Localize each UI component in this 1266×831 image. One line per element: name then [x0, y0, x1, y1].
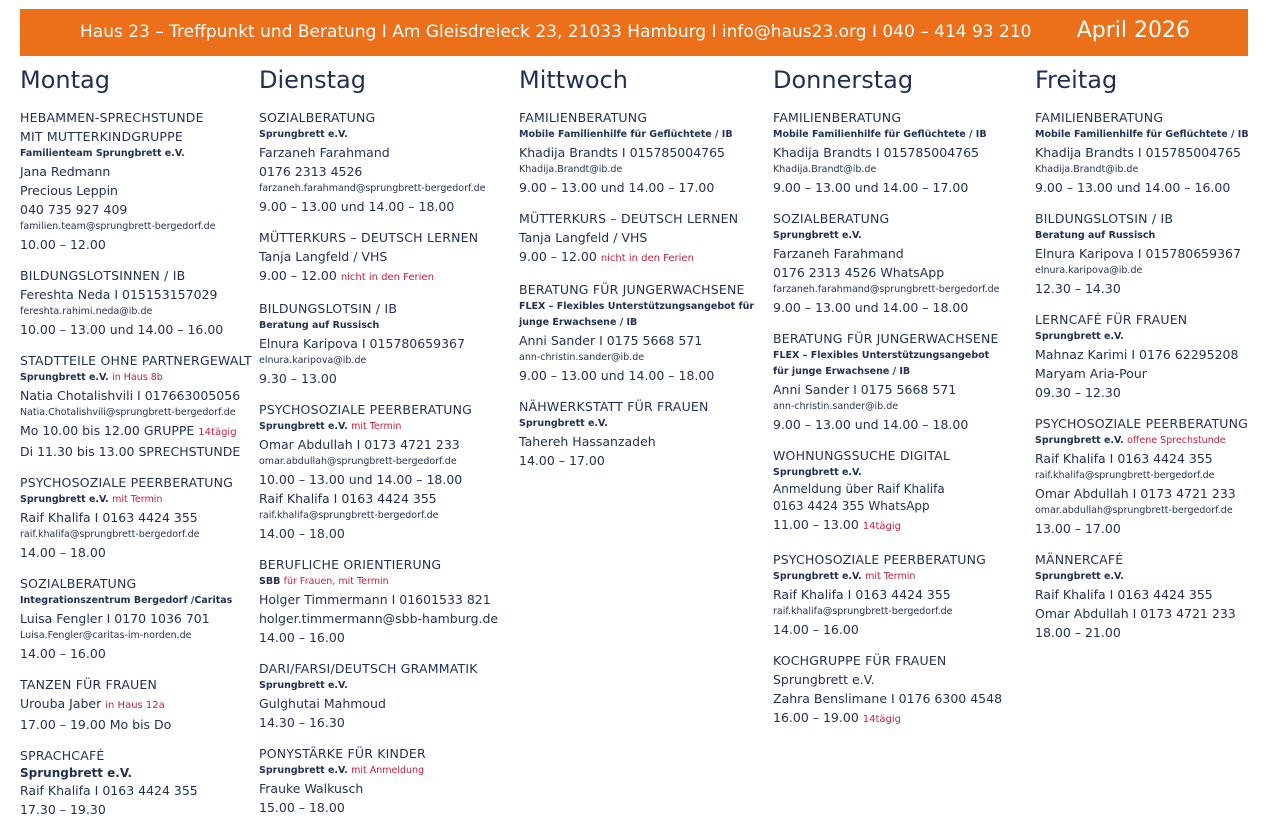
event-title: LERNCAFÉ FÜR FRAUEN — [1035, 312, 1188, 327]
contact-person: Fereshta Neda I 015153157029 — [20, 287, 218, 302]
event-entry — [259, 744, 509, 817]
contact-email[interactable]: ann-christin.sander@ib.de — [773, 401, 899, 412]
event-time: 14.00 – 18.00 — [20, 545, 106, 560]
event-time: 09.30 – 12.30 — [1035, 385, 1121, 400]
time-note: 14tägig — [198, 427, 237, 438]
event-organizer: Mobile Familienhilfe für Geflüchtete / IB — [1035, 129, 1249, 140]
event-title: SOZIALBERATUNG — [773, 211, 890, 226]
event-organizer: Sprungbrett e.V. — [259, 680, 348, 691]
contact-person: Raif Khalifa I 0163 4424 355 — [20, 783, 198, 798]
event-time: 14.00 – 16.00 — [20, 646, 106, 661]
contact-email[interactable]: fereshta.rahimi.neda@ib.de — [20, 306, 153, 317]
contact-person: Khadija Brandts I 015785004765 — [519, 145, 726, 160]
contact-person: Tanja Langfeld / VHS — [519, 230, 648, 245]
organizer-name: SBB — [259, 576, 281, 587]
contact-email[interactable]: holger.timmermann@sbb-hamburg.de — [259, 611, 499, 626]
contact-phone: 0176 2313 4526 — [259, 164, 363, 179]
contact-email[interactable]: farzaneh.farahmand@sprungbrett-bergedorf.de — [259, 183, 486, 194]
event-organizer: FLEX – Flexibles Unterstützungsangebot — [773, 350, 990, 361]
time-text: 9.00 – 12.00 — [519, 249, 597, 264]
event-title: MÜTTERKURS – DEUTSCH LERNEN — [519, 211, 739, 226]
contact-person: Luisa Fengler I 0170 1036 701 — [20, 611, 210, 626]
event-title: SOZIALBERATUNG — [259, 110, 376, 125]
event-title: KOCHGRUPPE FÜR FRAUEN — [773, 653, 947, 668]
event-time: 14.00 – 16.00 — [259, 630, 345, 645]
contact-person: Mahnaz Karimi I 0176 62295208 — [1035, 347, 1239, 362]
event-entry — [259, 555, 509, 647]
organizer-name: Sprungbrett e.V. — [259, 421, 348, 432]
event-organizer: junge Erwachsene / IB — [519, 317, 638, 328]
time-note: 14tägig — [862, 521, 902, 532]
event-title: MÜTTERKURS – DEUTSCH LERNEN — [259, 230, 479, 245]
contact-person: Omar Abdullah I 0173 4721 233 — [259, 437, 460, 452]
event-entry — [519, 397, 764, 470]
event-entry — [20, 675, 252, 734]
organizer-name: Sprungbrett e.V. — [20, 494, 109, 505]
event-organizer — [773, 569, 1028, 585]
column-wednesday — [519, 66, 764, 482]
event-time: 9.00 – 13.00 und 14.00 – 18.00 — [519, 368, 715, 383]
contact-email[interactable]: farzaneh.farahmand@sprungbrett-bergedorf.de — [773, 284, 1000, 295]
event-entry — [1035, 108, 1260, 197]
event-time: 9.00 – 13.00 und 14.00 – 18.00 — [259, 199, 455, 214]
contact-person: Anni Sander I 0175 5668 571 — [773, 382, 957, 397]
event-entry — [259, 659, 509, 732]
event-title: PSYCHOSOZIALE PEERBERATUNG — [259, 402, 473, 417]
event-time: 17.30 – 19.30 — [20, 802, 106, 817]
event-time — [20, 421, 252, 442]
column-monday — [20, 66, 252, 831]
organizer-name: Sprungbrett e.V. — [20, 372, 109, 383]
event-entry — [773, 209, 1028, 317]
time-note: nicht in den Ferien — [600, 253, 694, 264]
event-entry — [20, 574, 252, 663]
event-title: BILDUNGSLOTSIN / IB — [1035, 211, 1174, 226]
contact-person: Farzaneh Farahmand — [773, 246, 904, 261]
event-time: Di 11.30 bis 13.00 SPRECHSTUNDE — [20, 444, 241, 459]
contact-phone: 0176 2313 4526 WhatsApp — [773, 265, 945, 280]
event-time: 17.00 – 19.00 Mo bis Do — [20, 717, 172, 732]
event-entry — [773, 550, 1028, 639]
organizer-note: mit Termin — [865, 571, 916, 582]
contact-email[interactable]: Natia.Chotalishvili@sprungbrett-bergedorf.de — [20, 407, 236, 418]
event-organizer: Sprungbrett e.V. — [519, 418, 608, 429]
contact-person: Raif Khalifa I 0163 4424 355 — [1035, 451, 1213, 466]
contact-email[interactable]: ann-christin.sander@ib.de — [519, 352, 645, 363]
event-organizer: Sprungbrett e.V. — [259, 129, 348, 140]
event-title: STADTTEILE OHNE PARTNERGEWALT — [20, 353, 252, 368]
event-time: 14.00 – 17.00 — [519, 453, 605, 468]
event-organizer: Familienteam Sprungbrett e.V. — [20, 148, 185, 159]
contact-email[interactable]: omar.abdullah@sprungbrett-bergedorf.de — [259, 456, 457, 467]
event-time: 9.00 – 13.00 und 14.00 – 17.00 — [519, 180, 715, 195]
contact-person: Frauke Walkusch — [259, 781, 364, 796]
event-entry — [773, 108, 1028, 197]
event-time — [773, 708, 1028, 729]
contact-person: Raif Khalifa I 0163 4424 355 — [259, 491, 437, 506]
contact-email[interactable]: Khadija.Brandt@ib.de — [1035, 164, 1139, 175]
header-bar — [20, 9, 1248, 56]
event-organizer: Sprungbrett e.V. — [773, 230, 862, 241]
event-entry — [20, 746, 252, 819]
event-entry — [20, 266, 252, 339]
event-organizer — [1035, 433, 1260, 449]
event-entry — [1035, 310, 1260, 402]
event-entry — [20, 473, 252, 562]
event-organizer — [20, 370, 252, 386]
contact-email[interactable]: raif.khalifa@sprungbrett-bergedorf.de — [259, 510, 439, 521]
event-time: 14.00 – 18.00 — [259, 526, 345, 541]
event-organizer — [20, 492, 252, 508]
event-title: FAMILIENBERATUNG — [1035, 110, 1164, 125]
contact-person: Tahereh Hassanzadeh — [519, 434, 656, 449]
header-month: April 2026 — [1076, 18, 1190, 43]
time-text: Mo 10.00 bis 12.00 GRUPPE — [20, 423, 195, 438]
day-heading: Montag — [20, 66, 110, 94]
event-title: SOZIALBERATUNG — [20, 576, 137, 591]
time-text: 11.00 – 13.00 — [773, 517, 859, 532]
event-entry — [773, 329, 1028, 434]
event-organizer: Sprungbrett e.V. — [20, 766, 133, 780]
event-entry — [259, 400, 509, 543]
event-time: 12.30 – 14.30 — [1035, 281, 1121, 296]
event-title: SPRACHCAFÉ — [20, 748, 105, 763]
contact-person: Natia Chotalishvili I 017663005056 — [20, 388, 241, 403]
event-entry — [259, 228, 509, 287]
event-organizer: für junge Erwachsene / IB — [773, 366, 911, 377]
event-organizer: Integrationszentrum Bergedorf /Caritas — [20, 595, 233, 606]
organizer-note: mit Termin — [112, 494, 163, 505]
contact-email[interactable]: familien.team@sprungbrett-bergedorf.de — [20, 221, 216, 232]
contact-person: Zahra Benslimane I 0176 6300 4548 — [773, 691, 1003, 706]
event-time: 9.00 – 13.00 und 14.00 – 18.00 — [773, 417, 969, 432]
event-entry — [259, 299, 509, 388]
event-entry — [1035, 550, 1260, 642]
event-title: BERUFLICHE ORIENTIERUNG — [259, 557, 442, 572]
day-heading: Mittwoch — [519, 66, 628, 94]
event-entry — [259, 108, 509, 216]
contact-email[interactable]: raif.khalifa@sprungbrett-bergedorf.de — [1035, 470, 1215, 481]
organizer-name: Sprungbrett e.V. — [773, 571, 862, 582]
event-title: MÄNNERCAFÉ — [1035, 552, 1124, 567]
event-time: 14.30 – 16.30 — [259, 715, 345, 730]
event-title: PONYSTÄRKE FÜR KINDER — [259, 746, 426, 761]
contact-phone: 0163 4424 355 WhatsApp — [773, 499, 930, 513]
contact-person: Farzaneh Farahmand — [259, 145, 390, 160]
organizer-note: mit Termin — [351, 421, 402, 432]
time-note: nicht in den Ferien — [340, 272, 434, 283]
organizer-name: Sprungbrett e.V. — [1035, 435, 1124, 446]
contact-person: Jana Redmann — [20, 164, 111, 179]
organizer-note: in Haus 8b — [112, 372, 163, 383]
contact-email[interactable]: omar.abdullah@sprungbrett-bergedorf.de — [1035, 505, 1233, 516]
contact-person: Elnura Karipova I 015780659367 — [259, 336, 465, 351]
header-address: Haus 23 – Treffpunkt und Beratung I Am Gleisdreieck 23, 21033 Hamburg I info@haus23.org I 040 – 414 93 210 — [80, 22, 1032, 42]
event-time — [259, 266, 509, 287]
column-friday — [1035, 66, 1260, 654]
event-organizer — [259, 419, 509, 435]
contact-email[interactable]: Luisa.Fengler@caritas-im-norden.de — [20, 630, 192, 641]
event-title: TANZEN FÜR FRAUEN — [20, 677, 158, 692]
event-organizer: Sprungbrett e.V. — [1035, 331, 1124, 342]
column-thursday — [773, 66, 1028, 741]
event-organizer: FLEX – Flexibles Unterstützungsangebot für — [519, 301, 755, 312]
event-time: 18.00 – 21.00 — [1035, 625, 1121, 640]
event-entry — [773, 651, 1028, 729]
contact-email[interactable]: raif.khalifa@sprungbrett-bergedorf.de — [20, 529, 200, 540]
contact-person: Omar Abdullah I 0173 4721 233 — [1035, 606, 1236, 621]
event-organizer — [259, 763, 509, 779]
event-time: 9.00 – 13.00 und 14.00 – 17.00 — [773, 180, 969, 195]
event-time: 15.00 – 18.00 — [259, 800, 345, 815]
contact-person: Raif Khalifa I 0163 4424 355 — [20, 510, 198, 525]
event-title: BERATUNG FÜR JUNGERWACHSENE — [519, 282, 745, 297]
event-time: 10.00 – 13.00 und 14.00 – 18.00 — [259, 472, 463, 487]
event-time: 9.00 – 13.00 und 14.00 – 16.00 — [1035, 180, 1231, 195]
contact-person: Anni Sander I 0175 5668 571 — [519, 333, 703, 348]
event-entry — [519, 280, 764, 385]
event-title: FAMILIENBERATUNG — [519, 110, 648, 125]
registration-info: Anmeldung über Raif Khalifa — [773, 482, 945, 496]
event-time — [519, 247, 764, 268]
contact-person: Holger Timmermann I 01601533 821 — [259, 592, 491, 607]
event-time: 13.00 – 17.00 — [1035, 521, 1121, 536]
event-organizer — [259, 574, 509, 590]
contact-person: Khadija Brandts I 015785004765 — [1035, 145, 1242, 160]
event-entry — [20, 108, 252, 254]
contact-name: Urouba Jaber — [20, 696, 102, 711]
organizer-note: offene Sprechstunde — [1127, 435, 1226, 446]
contact-person: Raif Khalifa I 0163 4424 355 — [773, 587, 951, 602]
day-heading: Dienstag — [259, 66, 366, 94]
event-title: BILDUNGSLOTSINNEN / IB — [20, 268, 186, 283]
organizer-note: für Frauen, mit Termin — [283, 576, 389, 587]
event-entry — [20, 351, 252, 461]
event-title: BERATUNG FÜR JUNGERWACHSENE — [773, 331, 999, 346]
event-entry — [519, 209, 764, 268]
contact-email[interactable]: Khadija.Brandt@ib.de — [519, 164, 623, 175]
contact-note: in Haus 12a — [105, 700, 165, 711]
organizer-note: mit Anmeldung — [351, 765, 425, 776]
time-text: 16.00 – 19.00 — [773, 710, 859, 725]
day-heading: Freitag — [1035, 66, 1118, 94]
time-text: 9.00 – 12.00 — [259, 268, 337, 283]
event-entry — [1035, 209, 1260, 298]
contact-email[interactable]: elnura.karipova@ib.de — [1035, 265, 1143, 276]
contact-person: Gulghutai Mahmoud — [259, 696, 386, 711]
event-title: PSYCHOSOZIALE PEERBERATUNG — [773, 552, 987, 567]
contact-person: Tanja Langfeld / VHS — [259, 249, 388, 264]
time-note: 14tägig — [862, 714, 902, 725]
event-entry — [1035, 414, 1260, 538]
event-time: 9.30 – 13.00 — [259, 371, 337, 386]
contact-person: Maryam Aria-Pour — [1035, 366, 1147, 381]
event-organizer: Beratung auf Russisch — [1035, 230, 1156, 241]
event-title: MIT MUTTERKINDGRUPPE — [20, 129, 184, 144]
contact-person: Khadija Brandts I 015785004765 — [773, 145, 980, 160]
contact-email[interactable]: Khadija.Brandt@ib.de — [773, 164, 877, 175]
contact-person: Elnura Karipova I 015780659367 — [1035, 246, 1241, 261]
event-entry — [519, 108, 764, 197]
event-time: 9.00 – 13.00 und 14.00 – 18.00 — [773, 300, 969, 315]
event-organizer: Sprungbrett e.V. — [1035, 571, 1124, 582]
contact-phone: 040 735 927 409 — [20, 202, 128, 217]
event-time: 10.00 – 13.00 und 14.00 – 16.00 — [20, 322, 224, 337]
event-title: DARI/FARSI/DEUTSCH GRAMMATIK — [259, 661, 478, 676]
event-organizer: Beratung auf Russisch — [259, 320, 380, 331]
event-time: 10.00 – 12.00 — [20, 237, 106, 252]
event-organizer: Sprungbrett e.V. — [773, 672, 875, 687]
contact-email[interactable]: raif.khalifa@sprungbrett-bergedorf.de — [773, 606, 953, 617]
organizer-name: Sprungbrett e.V. — [259, 765, 348, 776]
event-title: HEBAMMEN-SPRECHSTUNDE — [20, 110, 204, 125]
event-title: WOHNUNGSSUCHE DIGITAL — [773, 448, 951, 463]
column-tuesday — [259, 66, 509, 829]
contact-person: Precious Leppin — [20, 183, 118, 198]
event-title: BILDUNGSLOTSIN / IB — [259, 301, 398, 316]
event-organizer: Sprungbrett e.V. — [773, 467, 862, 478]
event-title: PSYCHOSOZIALE PEERBERATUNG — [20, 475, 234, 490]
contact-person: Raif Khalifa I 0163 4424 355 — [1035, 587, 1213, 602]
event-time — [773, 515, 1028, 536]
event-title: PSYCHOSOZIALE PEERBERATUNG — [1035, 416, 1249, 431]
contact-email[interactable]: elnura.karipova@ib.de — [259, 355, 367, 366]
day-heading: Donnerstag — [773, 66, 914, 94]
event-time: 14.00 – 16.00 — [773, 622, 859, 637]
event-title: NÄHWERKSTATT FÜR FRAUEN — [519, 399, 709, 414]
event-title: FAMILIENBERATUNG — [773, 110, 902, 125]
contact-person — [20, 694, 252, 715]
event-entry — [773, 446, 1028, 536]
contact-person: Omar Abdullah I 0173 4721 233 — [1035, 486, 1236, 501]
event-organizer: Mobile Familienhilfe für Geflüchtete / IB — [519, 129, 733, 140]
event-organizer: Mobile Familienhilfe für Geflüchtete / IB — [773, 129, 987, 140]
